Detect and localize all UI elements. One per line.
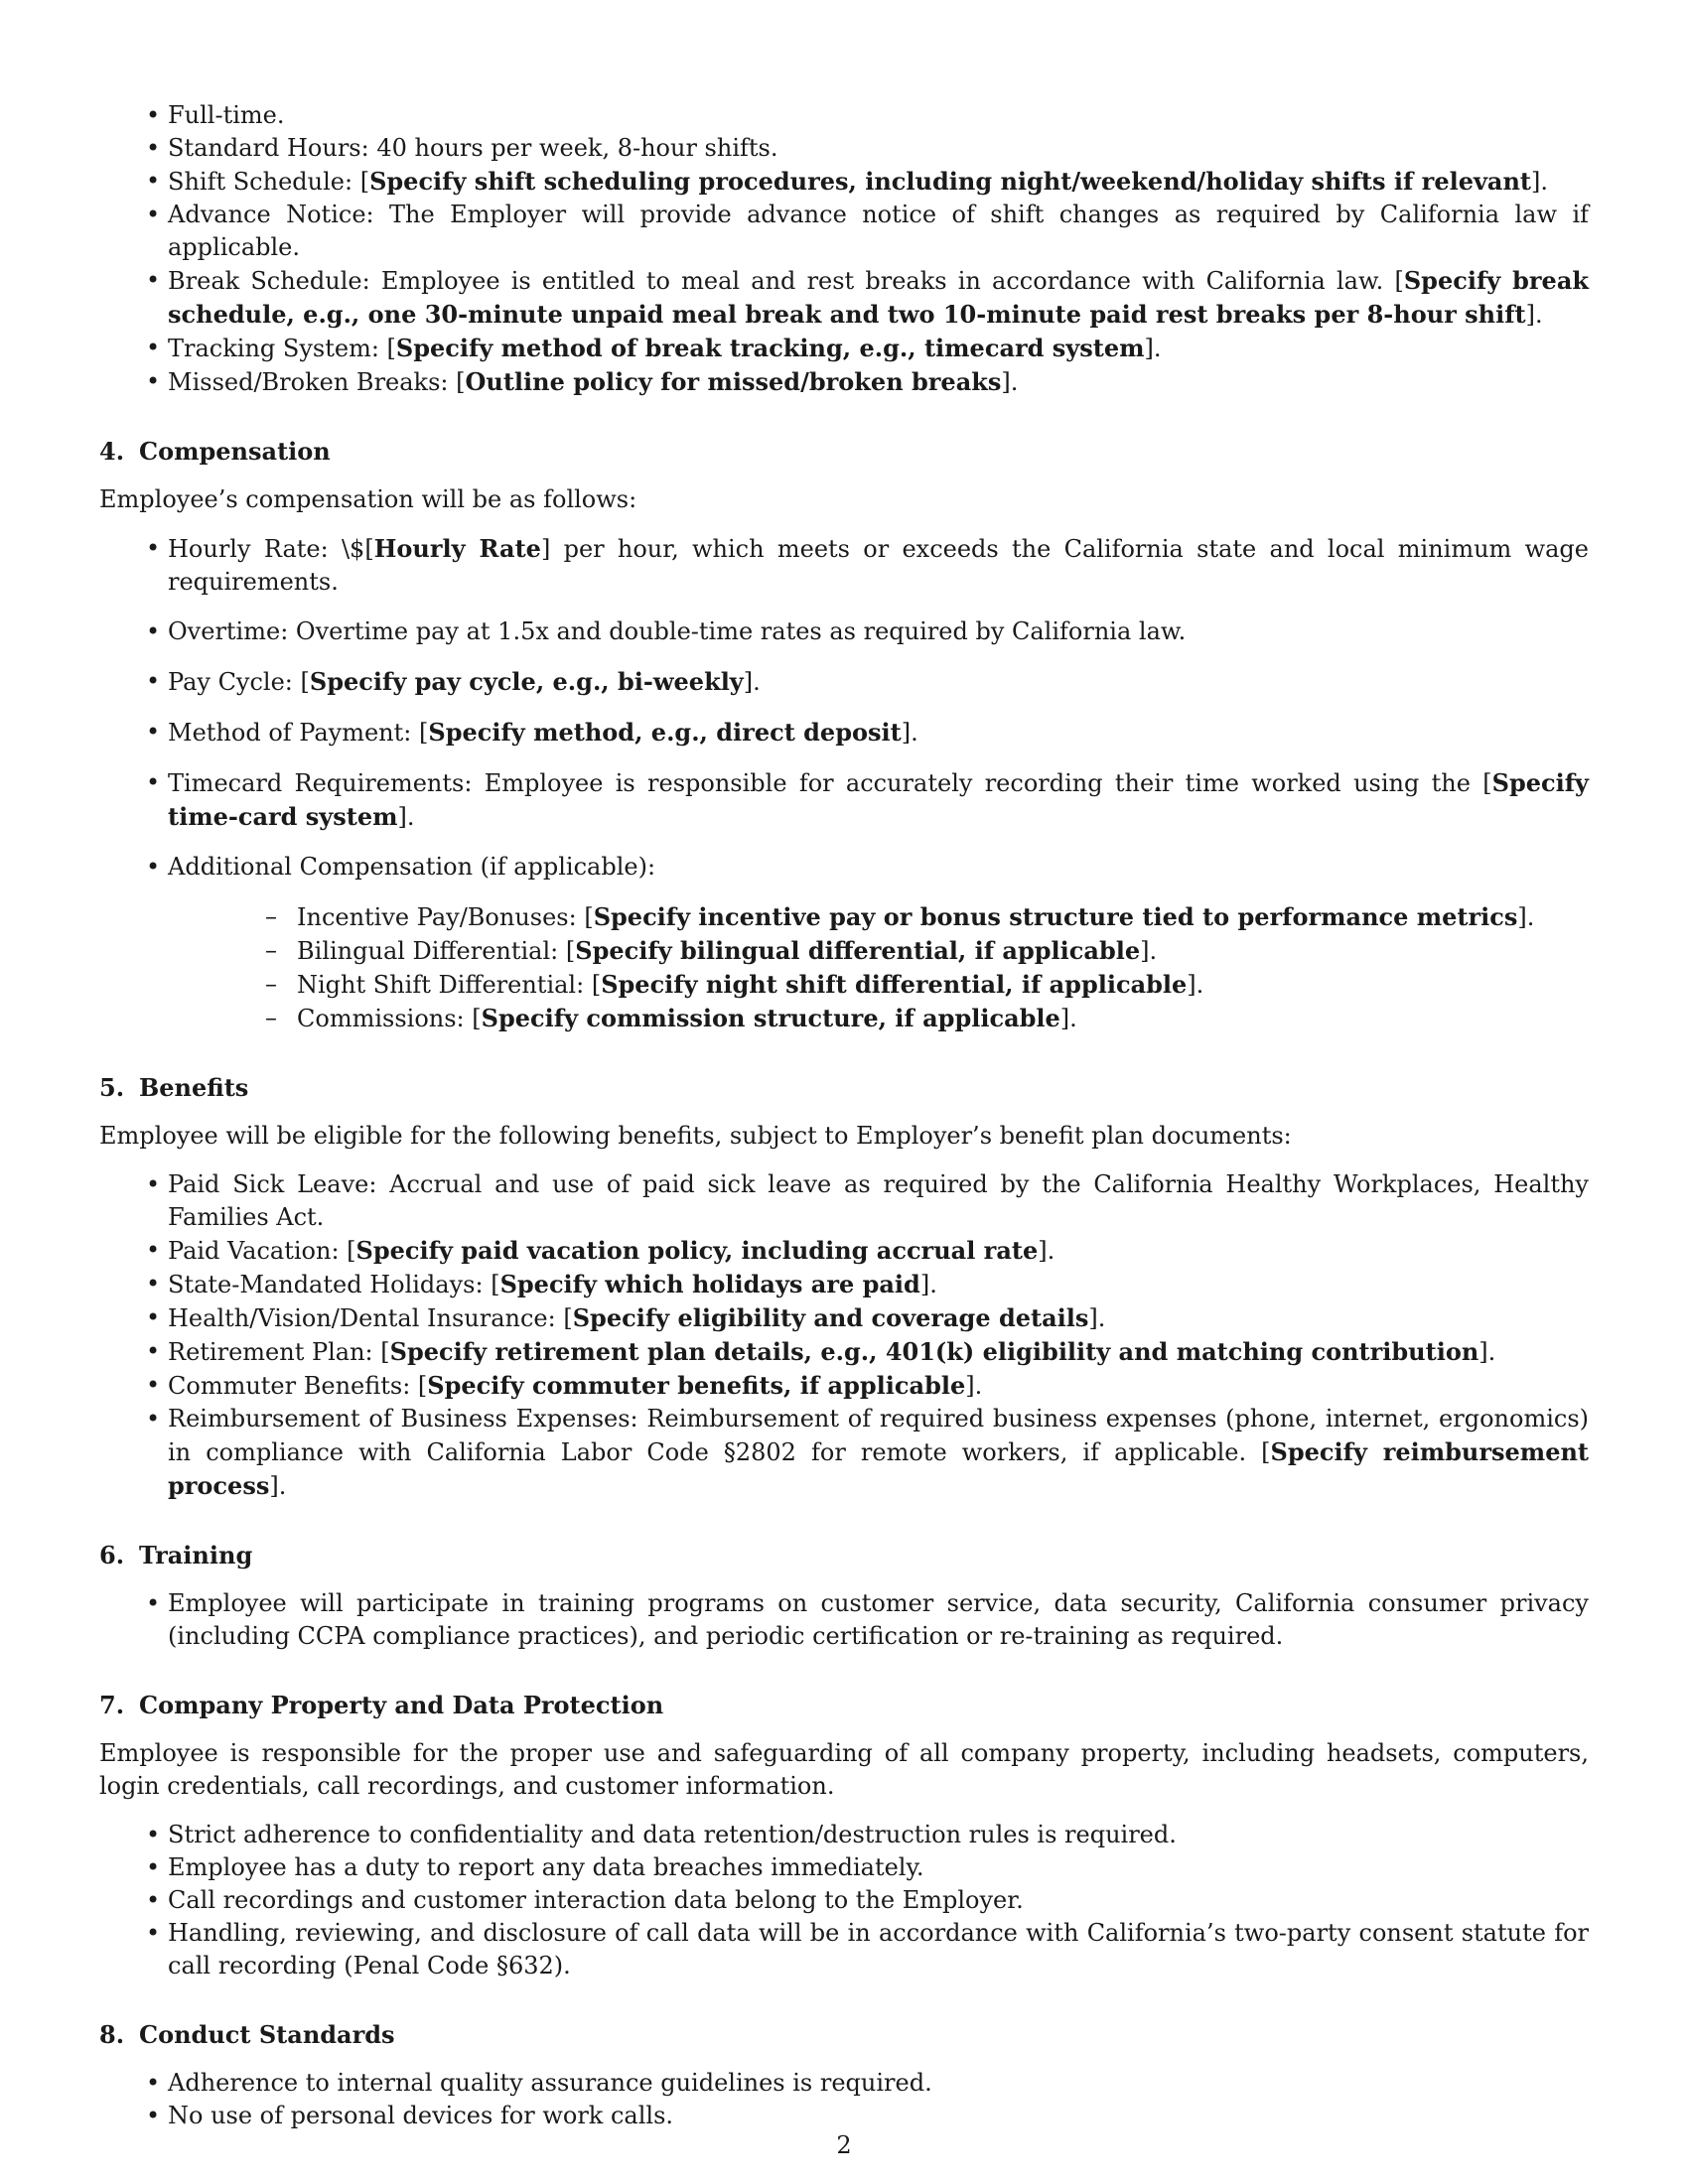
company-property-list bbox=[99, 1819, 1589, 1982]
list-item bbox=[99, 532, 1589, 599]
list-item bbox=[99, 665, 1589, 699]
list-item bbox=[99, 1587, 1589, 1653]
item-text-plain: Break Schedule: Employee is entitled to meal and rest breaks in accordance with California law. [ bbox=[168, 267, 1404, 295]
section-heading-benefits bbox=[99, 1071, 1589, 1104]
item-text-tail: ]. bbox=[965, 1372, 983, 1400]
item-text-plain: Reimbursement of Business Expenses: Reimbursement of required business expenses (phone, internet, ergonomics) in compliance with California Labor Code §2802 for remote workers, if applicable. [ bbox=[168, 1405, 1589, 1466]
item-text-tail: ]. bbox=[919, 1271, 937, 1298]
list-item bbox=[99, 2100, 1589, 2132]
item-text-bold: Specify retirement plan details, e.g., 401(k) eligibility and matching contribution bbox=[389, 1337, 1479, 1366]
item-text-tail: ]. bbox=[1517, 903, 1535, 931]
list-item bbox=[99, 165, 1589, 199]
item-text-plain: Retirement Plan: [ bbox=[168, 1338, 390, 1366]
item-text-plain: Incentive Pay/Bonuses: [ bbox=[297, 903, 594, 931]
item-text-tail: ]. bbox=[1144, 335, 1162, 362]
list-item bbox=[99, 365, 1589, 399]
sub-list-item bbox=[168, 900, 1589, 934]
item-text-plain: Pay Cycle: [ bbox=[168, 668, 310, 696]
item-text-tail: ]. bbox=[1038, 1237, 1055, 1265]
item-text-bold: Specify reimbursement process bbox=[168, 1437, 1590, 1500]
item-text-plain: Overtime: Overtime pay at 1.5x and double-time rates as required by California law. bbox=[168, 617, 1187, 645]
list-item bbox=[99, 1403, 1589, 1503]
section-title: Company Property and Data Protection bbox=[139, 1691, 664, 1719]
item-text-bold: Specify which holidays are paid bbox=[499, 1270, 920, 1298]
item-text-bold: Specify night shift differential, if applicable bbox=[601, 970, 1188, 999]
item-text-tail: ]. bbox=[1478, 1338, 1496, 1366]
section-heading-conduct bbox=[99, 2018, 1589, 2051]
item-text-bold: Specify time-card system bbox=[168, 768, 1589, 831]
list-item bbox=[99, 1917, 1589, 1982]
item-text-plain: Commuter Benefits: [ bbox=[168, 1372, 428, 1400]
employment-terms-list bbox=[99, 99, 1589, 399]
item-text-bold: Specify commission structure, if applicable bbox=[481, 1004, 1060, 1032]
item-text-bold: Hourly Rate bbox=[373, 534, 541, 563]
item-text-tail: ]. bbox=[743, 668, 761, 696]
training-list bbox=[99, 1587, 1589, 1653]
item-text-plain: State-Mandated Holidays: [ bbox=[168, 1271, 500, 1298]
benefits-intro: Employee will be eligible for the following benefits, subject to Employer’s benefit plan documents: bbox=[99, 1122, 1292, 1150]
section-title: Compensation bbox=[139, 437, 331, 466]
item-text-plain: Missed/Broken Breaks: [ bbox=[168, 368, 466, 396]
item-text-plain: Standard Hours: 40 hours per week, 8-hour shifts. bbox=[168, 134, 778, 162]
item-text-tail: ] per hour, which meets or exceeds the California state and local minimum wage requirements. bbox=[168, 535, 1589, 596]
list-item bbox=[99, 766, 1589, 834]
section-number: 8. bbox=[99, 2020, 125, 2049]
item-text-bold: Specify eligibility and coverage details bbox=[572, 1303, 1089, 1332]
item-text-plain: Shift Schedule: [ bbox=[168, 168, 370, 196]
item-text-tail: ]. bbox=[1531, 168, 1549, 196]
item-text-plain: Call recordings and customer interaction data belong to the Employer. bbox=[168, 1886, 1024, 1914]
item-text-plain: Health/Vision/Dental Insurance: [ bbox=[168, 1304, 573, 1332]
benefits-list bbox=[99, 1168, 1589, 1503]
sub-list-item bbox=[168, 934, 1589, 968]
item-text-bold: Outline policy for missed/broken breaks bbox=[465, 367, 1002, 396]
item-text-plain: Employee will participate in training programs on customer service, data security, California consumer privacy (including CCPA compliance practices), and periodic certification or re-training as required. bbox=[168, 1589, 1589, 1650]
item-text-bold: Specify pay cycle, e.g., bi-weekly bbox=[309, 667, 744, 696]
compensation-intro: Employee’s compensation will be as follows: bbox=[99, 485, 637, 513]
list-item bbox=[99, 1268, 1589, 1301]
item-text-tail: ]. bbox=[1525, 301, 1543, 329]
item-text-bold: Specify shift scheduling procedures, including night/weekend/holiday shifts if relevant bbox=[369, 167, 1532, 196]
item-text-plain: Night Shift Differential: [ bbox=[297, 971, 602, 999]
list-item bbox=[99, 1819, 1589, 1851]
list-item bbox=[99, 132, 1589, 165]
page-number: 2 bbox=[836, 2131, 852, 2159]
section-title: Benefits bbox=[139, 1073, 249, 1102]
item-text-plain: Strict adherence to confidentiality and data retention/destruction rules is required. bbox=[168, 1821, 1177, 1848]
item-text-plain: Additional Compensation (if applicable): bbox=[168, 853, 656, 881]
section-number: 4. bbox=[99, 437, 125, 466]
company-property-intro: Employee is responsible for the proper use and safeguarding of all company property, including headsets, computers, login credentials, call recordings, and customer information. bbox=[99, 1739, 1589, 1800]
list-item bbox=[99, 1851, 1589, 1884]
item-text-bold: Specify commuter benefits, if applicable bbox=[427, 1371, 966, 1400]
item-text-bold: Specify method of break tracking, e.g., timecard system bbox=[395, 334, 1145, 362]
list-item bbox=[99, 1369, 1589, 1403]
section-title: Training bbox=[139, 1541, 253, 1570]
list-item bbox=[99, 851, 1589, 1035]
section-number: 7. bbox=[99, 1691, 125, 1719]
item-text-tail: ]. bbox=[1088, 1304, 1106, 1332]
item-text-bold: Specify method, e.g., direct deposit bbox=[428, 718, 902, 747]
item-text-plain: Hourly Rate: \$[ bbox=[168, 535, 374, 563]
list-item bbox=[99, 1301, 1589, 1335]
item-text-plain: No use of personal devices for work calls. bbox=[168, 2102, 674, 2129]
item-text-plain: Advance Notice: The Employer will provide advance notice of shift changes as required by California law if applicable. bbox=[168, 201, 1589, 261]
item-text-tail: ]. bbox=[901, 719, 918, 747]
item-text-plain: Tracking System: [ bbox=[168, 335, 396, 362]
item-text-tail: ]. bbox=[269, 1472, 287, 1500]
list-item bbox=[99, 264, 1589, 332]
list-item bbox=[99, 99, 1589, 132]
item-text-tail: ]. bbox=[1140, 937, 1158, 965]
item-text-plain: Full-time. bbox=[168, 101, 285, 129]
sub-list-item bbox=[168, 968, 1589, 1002]
list-item bbox=[99, 1884, 1589, 1917]
section-number: 5. bbox=[99, 1073, 125, 1102]
item-text-bold: Specify break schedule, e.g., one 30-minute unpaid meal break and two 10-minute paid rest breaks per 8-hour shift bbox=[168, 266, 1589, 329]
item-text-tail: ]. bbox=[397, 803, 415, 831]
section-heading-training bbox=[99, 1539, 1589, 1571]
list-item bbox=[99, 332, 1589, 365]
item-text-bold: Specify incentive pay or bonus structure tied to performance metrics bbox=[593, 902, 1518, 931]
list-item bbox=[99, 1335, 1589, 1369]
list-item bbox=[99, 1234, 1589, 1268]
item-text-plain: Handling, reviewing, and disclosure of call data will be in accordance with California’s two-party consent statute for call recording (Penal Code §632). bbox=[168, 1919, 1589, 1979]
document-page bbox=[99, 99, 1589, 2132]
item-text-plain: Employee has a duty to report any data breaches immediately. bbox=[168, 1853, 924, 1881]
list-item bbox=[99, 1168, 1589, 1234]
item-text-plain: Paid Sick Leave: Accrual and use of paid sick leave as required by the California Healthy Workplaces, Healthy Families Act. bbox=[168, 1170, 1589, 1231]
item-text-tail: ]. bbox=[1059, 1005, 1077, 1032]
sub-list-item bbox=[168, 1002, 1589, 1035]
item-text-plain: Adherence to internal quality assurance guidelines is required. bbox=[168, 2069, 932, 2097]
item-text-plain: Paid Vacation: [ bbox=[168, 1237, 356, 1265]
item-text-plain: Timecard Requirements: Employee is responsible for accurately recording their time worked using the [ bbox=[168, 769, 1492, 797]
section-heading-company-property bbox=[99, 1689, 1589, 1721]
list-item bbox=[99, 716, 1589, 750]
item-text-plain: Method of Payment: [ bbox=[168, 719, 429, 747]
list-item bbox=[99, 199, 1589, 264]
item-text-plain: Bilingual Differential: [ bbox=[297, 937, 576, 965]
item-text-plain: Commissions: [ bbox=[297, 1005, 482, 1032]
compensation-list bbox=[99, 532, 1589, 1035]
section-title: Conduct Standards bbox=[139, 2020, 395, 2049]
conduct-list bbox=[99, 2067, 1589, 2132]
additional-compensation-list bbox=[168, 900, 1589, 1035]
section-heading-compensation bbox=[99, 435, 1589, 468]
item-text-bold: Specify bilingual differential, if applicable bbox=[575, 936, 1141, 965]
list-item bbox=[99, 615, 1589, 648]
list-item bbox=[99, 2067, 1589, 2100]
item-text-tail: ]. bbox=[1001, 368, 1019, 396]
section-number: 6. bbox=[99, 1541, 125, 1570]
item-text-bold: Specify paid vacation policy, including accrual rate bbox=[355, 1236, 1039, 1265]
item-text-tail: ]. bbox=[1187, 971, 1204, 999]
